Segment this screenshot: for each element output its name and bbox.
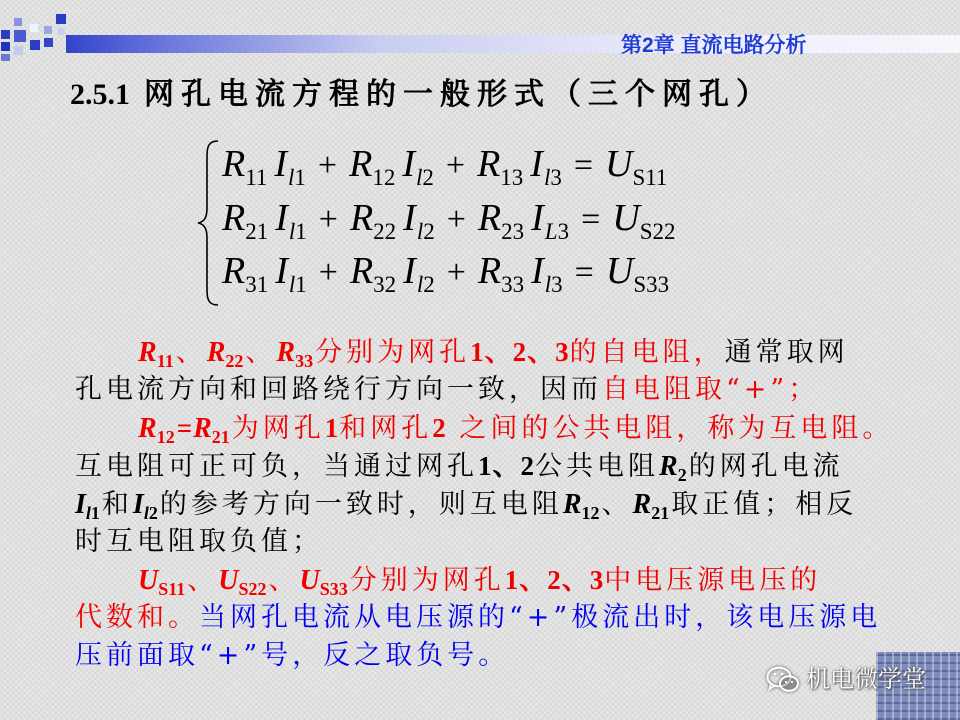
text-run: 1、2、3 bbox=[470, 337, 570, 367]
equation-term bbox=[222, 245, 268, 312]
subscript-index: 12 bbox=[372, 165, 396, 190]
text-run: 时互电阻取负值； bbox=[75, 526, 323, 557]
equation-symbol: R bbox=[349, 250, 374, 292]
math-symbol: R bbox=[562, 489, 582, 520]
subscript-index: 23 bbox=[501, 218, 525, 244]
text-run: 压前面取“+”号，反之取负号。 bbox=[75, 640, 510, 671]
equation-term bbox=[531, 245, 563, 312]
math-term bbox=[632, 489, 670, 523]
math-subscript bbox=[582, 503, 600, 523]
math-subscript bbox=[678, 465, 687, 485]
text-run: 公共电阻 bbox=[535, 451, 659, 482]
subscript-index: 33 bbox=[501, 272, 525, 297]
math-symbol: I bbox=[75, 489, 86, 520]
text-run: 为网孔 bbox=[231, 413, 325, 444]
text-run: 、 bbox=[187, 565, 219, 596]
text-run: 、 bbox=[268, 565, 300, 596]
subscript-variable: L bbox=[544, 218, 558, 244]
math-subscript bbox=[225, 351, 243, 371]
equation-subscript bbox=[245, 165, 267, 190]
subscript-variable: l bbox=[288, 165, 295, 190]
equation-subscript bbox=[544, 219, 569, 244]
equation-term bbox=[350, 245, 396, 312]
text-run: 、 bbox=[175, 337, 207, 368]
text-run: 和 bbox=[101, 489, 133, 520]
equation-symbol: I bbox=[275, 250, 288, 292]
text-run: 孔电流方向和回路绕行方向一致，因而 bbox=[75, 374, 602, 405]
equation-symbol: U bbox=[612, 196, 640, 239]
subscript-variable: l bbox=[543, 165, 551, 190]
text-run: 分别为网孔 bbox=[349, 565, 505, 596]
wechat-icon bbox=[766, 666, 800, 694]
equation-symbol: I bbox=[531, 196, 544, 239]
title-text: 网孔电流方程的一般形式（三个网孔） bbox=[144, 78, 773, 111]
equation-subscript bbox=[373, 272, 396, 297]
subscript-index: S22 bbox=[238, 579, 267, 599]
equation-subscript bbox=[500, 165, 523, 190]
math-symbol: R bbox=[138, 337, 157, 368]
math-symbol: U bbox=[218, 565, 239, 596]
equation-subscript bbox=[640, 219, 676, 244]
paragraph bbox=[75, 409, 955, 561]
subscript-variable: l bbox=[85, 503, 91, 523]
subscript-index: 33 bbox=[295, 351, 314, 371]
equation-term bbox=[606, 245, 669, 312]
text-run: 的自电阻， bbox=[569, 337, 725, 368]
equation-symbol: I bbox=[274, 143, 288, 185]
equation-symbol: R bbox=[477, 196, 502, 239]
left-brace bbox=[196, 138, 220, 308]
equation-subscript bbox=[543, 165, 562, 190]
math-subscript bbox=[158, 579, 185, 599]
plus-sign: + bbox=[317, 147, 338, 184]
math-term bbox=[132, 489, 158, 523]
math-symbol: U bbox=[299, 565, 320, 596]
subscript-variable: l bbox=[288, 272, 296, 297]
subscript-index: 12 bbox=[156, 427, 175, 447]
paragraph bbox=[75, 561, 955, 675]
text-run: 中电压源电压的 bbox=[604, 565, 822, 596]
body-text bbox=[75, 333, 955, 675]
decor-square bbox=[1, 54, 10, 61]
header-bar bbox=[66, 35, 960, 53]
text-run: 2 bbox=[432, 413, 447, 443]
subscript-index: 11 bbox=[156, 351, 174, 371]
math-subscript bbox=[157, 427, 175, 447]
equation-symbol: I bbox=[403, 196, 416, 239]
subscript-index: 1 bbox=[90, 503, 100, 523]
equation-symbol: I bbox=[531, 250, 544, 292]
subscript-variable: l bbox=[416, 218, 424, 244]
text-run: 分别为网孔 bbox=[315, 337, 471, 368]
equation-symbol: R bbox=[349, 143, 373, 185]
subscript-variable: l bbox=[415, 165, 423, 190]
equation-subscript bbox=[288, 272, 307, 297]
equation-symbol: R bbox=[477, 143, 501, 185]
decor-square bbox=[14, 30, 26, 42]
equals-sign: = bbox=[581, 200, 601, 238]
decor-square bbox=[30, 24, 38, 32]
text-run: 的参考方向一致时，则互电阻 bbox=[159, 489, 563, 520]
chapter-heading: 第2章 直流电路分析 bbox=[621, 34, 807, 57]
math-term bbox=[138, 413, 175, 447]
equation-subscript bbox=[501, 272, 524, 297]
decor-square bbox=[30, 40, 40, 50]
text-line bbox=[75, 447, 955, 485]
subscript-index: S22 bbox=[639, 218, 676, 244]
text-run: 的网孔电流 bbox=[688, 451, 844, 482]
math-term bbox=[659, 451, 687, 485]
plus-sign: + bbox=[318, 200, 338, 238]
equation-symbol: I bbox=[402, 143, 415, 185]
math-term bbox=[276, 337, 314, 371]
math-term bbox=[562, 489, 600, 523]
equation-symbol: I bbox=[403, 250, 416, 292]
text-line bbox=[75, 333, 955, 371]
math-term bbox=[138, 337, 174, 371]
text-run: 当网孔电流从电压源的“+”极流出时，该电压源电 bbox=[199, 602, 882, 633]
text-run: 取正值；相反 bbox=[671, 489, 858, 520]
subscript-index: 22 bbox=[373, 218, 397, 244]
text-run: 1、2 bbox=[478, 451, 535, 481]
math-term bbox=[218, 565, 267, 599]
math-term bbox=[299, 565, 348, 599]
subscript-index: S33 bbox=[319, 579, 348, 599]
text-run: = bbox=[176, 413, 194, 443]
subscript-index: 2 bbox=[148, 503, 158, 523]
equation-symbol: U bbox=[605, 250, 634, 292]
subscript-index: 3 bbox=[550, 165, 562, 190]
math-subscript bbox=[239, 579, 267, 599]
text-line bbox=[75, 371, 955, 409]
subscript-index: 1 bbox=[294, 165, 306, 190]
decor-square bbox=[44, 38, 53, 47]
text-line bbox=[75, 409, 955, 447]
subscript-index: S33 bbox=[633, 272, 670, 297]
subscript-variable: l bbox=[416, 272, 424, 297]
subscript-index: 1 bbox=[295, 218, 307, 244]
subscript-index: 1 bbox=[295, 272, 307, 297]
math-term bbox=[75, 489, 100, 523]
equation-subscript bbox=[416, 219, 435, 244]
equation-subscript bbox=[416, 272, 435, 297]
equation-row bbox=[222, 192, 676, 246]
text-run: 、 bbox=[245, 337, 277, 368]
equation-symbol: R bbox=[222, 250, 246, 292]
equation-row bbox=[222, 245, 676, 299]
subscript-index: 31 bbox=[245, 272, 269, 297]
equation-subscript bbox=[287, 165, 306, 190]
subscript-index: 11 bbox=[245, 165, 268, 190]
text-line bbox=[75, 561, 955, 599]
subscript-index: 2 bbox=[423, 272, 435, 297]
math-term bbox=[193, 413, 230, 447]
equation-subscript bbox=[544, 272, 563, 297]
watermark-text: 机电微学堂 bbox=[806, 665, 926, 693]
decor-square bbox=[14, 18, 22, 26]
decor-square bbox=[14, 46, 23, 55]
math-subscript bbox=[651, 503, 669, 523]
text-run: 代数和。 bbox=[75, 602, 199, 633]
subscript-variable: l bbox=[544, 272, 552, 297]
text-run: 互电阻可正可负，当通过网孔 bbox=[75, 451, 478, 482]
section-number: 2.5.1 bbox=[70, 78, 130, 111]
math-subscript bbox=[157, 351, 174, 371]
math-symbol: I bbox=[132, 489, 144, 520]
math-symbol: R bbox=[276, 337, 296, 368]
decor-square bbox=[58, 28, 65, 35]
math-subscript bbox=[86, 503, 100, 523]
slide-title bbox=[70, 74, 773, 116]
equation-subscript bbox=[632, 165, 667, 190]
subscript-index: 2 bbox=[422, 165, 434, 190]
equals-sign: = bbox=[573, 147, 594, 184]
equation-subscript bbox=[245, 219, 268, 244]
equals-sign: = bbox=[574, 254, 594, 291]
equation-row bbox=[222, 138, 676, 192]
math-subscript bbox=[320, 579, 348, 599]
equation-system bbox=[222, 138, 676, 299]
equation-symbol: R bbox=[477, 250, 502, 292]
decor-square bbox=[1, 42, 10, 51]
plus-sign: + bbox=[318, 254, 338, 291]
math-subscript bbox=[144, 503, 158, 523]
equation-subscript bbox=[501, 219, 524, 244]
equation-symbol: I bbox=[530, 143, 543, 185]
equation-subscript bbox=[373, 219, 396, 244]
equation-term bbox=[403, 245, 435, 312]
subscript-index: S11 bbox=[632, 165, 668, 190]
text-run: 之间的公共电阻，称为互电阻。 bbox=[446, 413, 894, 444]
subscript-index: S11 bbox=[158, 579, 186, 599]
math-term bbox=[138, 565, 186, 599]
subscript-index: 32 bbox=[373, 272, 397, 297]
text-run: 自电阻取“+”； bbox=[602, 374, 820, 405]
math-symbol: U bbox=[138, 565, 159, 596]
text-run: 、 bbox=[601, 489, 633, 520]
equation-symbol: R bbox=[349, 196, 374, 239]
text-run: 和网孔 bbox=[339, 413, 433, 444]
subscript-index: 12 bbox=[581, 503, 600, 523]
equation-term bbox=[275, 245, 307, 312]
text-run: 1、2、3 bbox=[504, 565, 605, 595]
paragraph bbox=[75, 333, 955, 409]
equation-subscript bbox=[372, 165, 395, 190]
decor-square bbox=[44, 26, 52, 34]
subscript-index: 13 bbox=[500, 165, 524, 190]
decor-square bbox=[1, 30, 10, 39]
equation-subscript bbox=[245, 272, 268, 297]
subscript-index: 2 bbox=[423, 218, 435, 244]
subscript-index: 21 bbox=[211, 427, 230, 447]
plus-sign: + bbox=[446, 200, 466, 238]
math-term bbox=[206, 337, 244, 371]
subscript-index: 21 bbox=[651, 503, 670, 523]
plus-sign: + bbox=[445, 147, 466, 184]
math-symbol: R bbox=[138, 413, 157, 444]
subscript-index: 3 bbox=[557, 218, 570, 244]
text-line bbox=[75, 485, 955, 523]
subscript-index: 22 bbox=[225, 351, 244, 371]
math-symbol: R bbox=[206, 337, 226, 368]
text-line bbox=[75, 523, 955, 561]
subscript-index: 3 bbox=[551, 272, 563, 297]
decor-square bbox=[56, 14, 66, 24]
text-run: 1 bbox=[324, 413, 340, 443]
equation-subscript bbox=[415, 165, 434, 190]
math-symbol: R bbox=[193, 413, 212, 444]
math-subscript bbox=[212, 427, 230, 447]
plus-sign: + bbox=[446, 254, 466, 291]
math-symbol: R bbox=[632, 489, 652, 520]
subscript-index: 2 bbox=[677, 465, 687, 485]
equation-subscript bbox=[633, 272, 669, 297]
text-line bbox=[75, 599, 955, 637]
equation-symbol: R bbox=[222, 143, 246, 185]
equation-symbol: I bbox=[275, 196, 288, 239]
equation-subscript bbox=[288, 219, 307, 244]
text-run: 通常取网 bbox=[724, 337, 849, 368]
math-subscript bbox=[295, 351, 313, 371]
subscript-variable: l bbox=[288, 218, 296, 244]
equation-symbol: U bbox=[605, 143, 633, 185]
subscript-index: 21 bbox=[245, 218, 269, 244]
subscript-variable: l bbox=[143, 503, 149, 523]
math-symbol: R bbox=[659, 451, 678, 482]
equation-term bbox=[478, 245, 524, 312]
equation-symbol: R bbox=[222, 196, 246, 239]
